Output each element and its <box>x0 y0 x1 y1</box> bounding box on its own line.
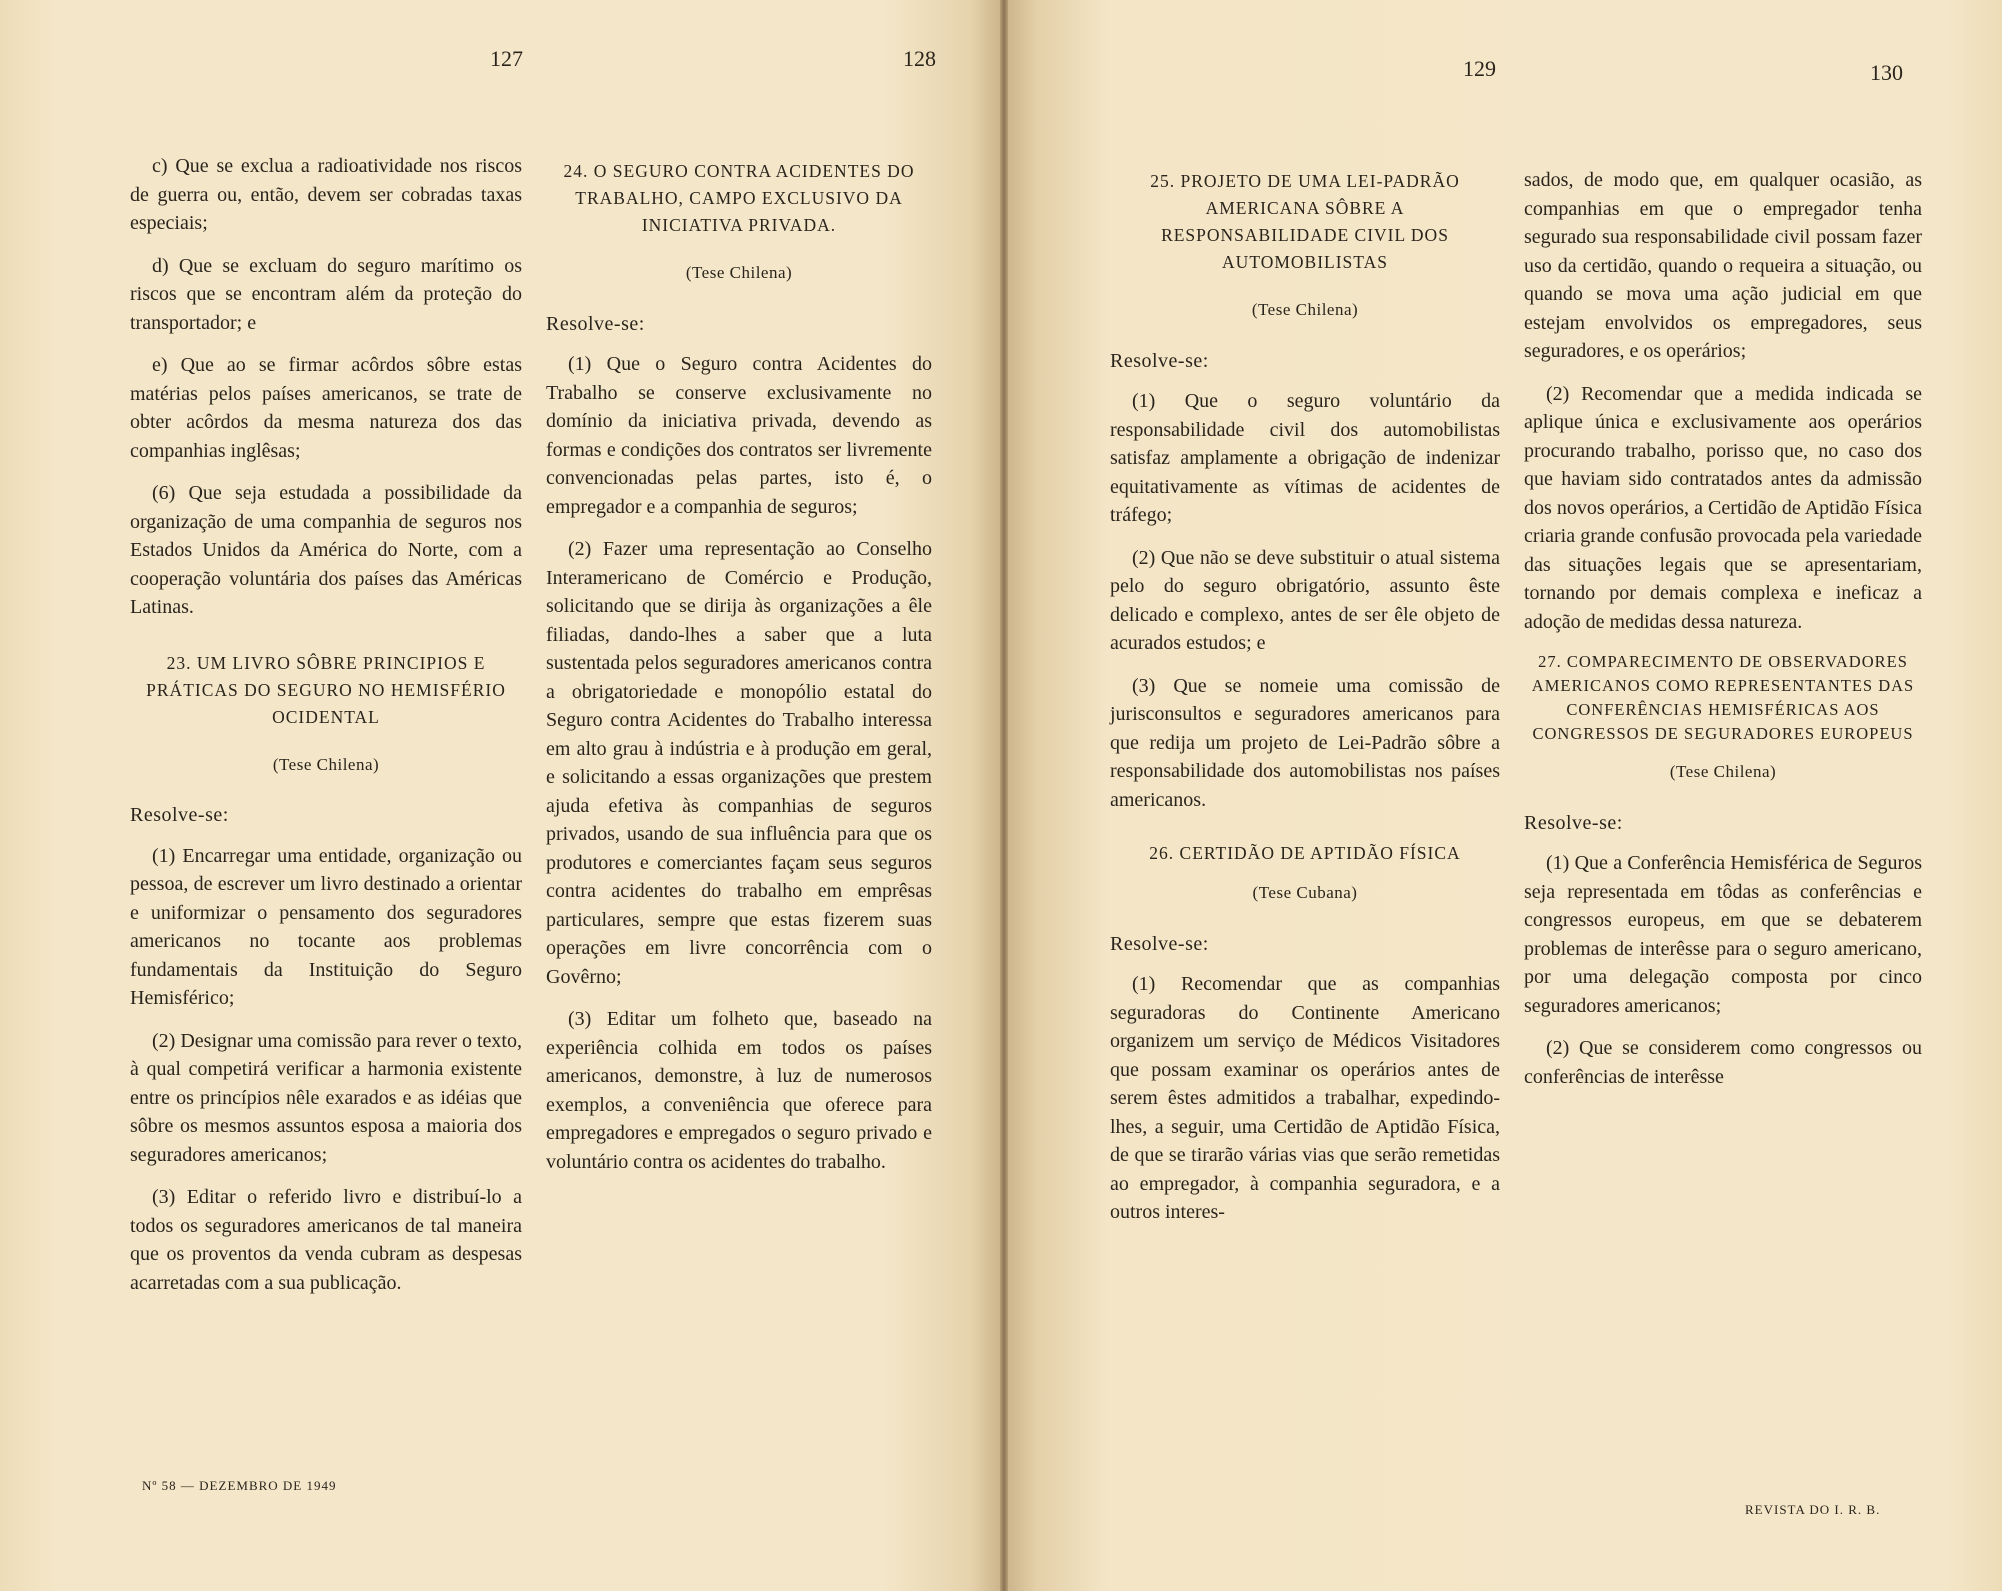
section-heading-25: 25. PROJETO DE UMA LEI-PADRÃO AMERICANA SÔBRE A RESPONSABILIDADE CIVIL DOS AUTOMOBILISTAS <box>1150 171 1460 272</box>
column-page-127 <box>130 152 522 1311</box>
column-page-130 <box>1524 166 1922 1105</box>
resolve-label: Resolve-se: <box>1524 811 1623 834</box>
tese-label: (Tese Chilena) <box>1251 300 1359 319</box>
section-heading-24: 24. O SEGURO CONTRA ACIDENTES DO TRABALHO, CAMPO EXCLUSIVO DA INICIATIVA PRIVADA. <box>563 161 915 235</box>
section-heading-26: 26. CERTIDÃO DE APTIDÃO FÍSICA <box>1149 843 1461 863</box>
resolve-label: Resolve-se: <box>546 312 645 335</box>
resolution-1: (1) Encarregar uma entidade, organização ou pessoa, de escrever um livro destinado a orientar e uniformizar o pensamento dos seguradores americanos no tocante aos problemas fundamentais da Instituição do Seguro Hemisférico; <box>130 844 522 1009</box>
resolve-label: Resolve-se: <box>1110 932 1209 955</box>
paragraph-continued: sados, de modo que, em qualquer ocasião, as companhias em que o empregador tenha segurado sua responsabilidade civil possam fazer uso da certidão, quando o requeira a situação, ou quando se mova uma ação judicial em que estejam envolvidos os empregadores, seus seguradores, e os operários; <box>1524 169 1922 362</box>
footer-magazine: REVISTA DO I. R. B. <box>1745 1502 1881 1517</box>
tese-label: (Tese Chilena) <box>272 754 380 774</box>
section-heading-23: 23. UM LIVRO SÔBRE PRINCIPIOS E PRÁTICAS DO SEGURO NO HEMISFÉRIO OCIDENTAL <box>146 652 506 727</box>
paragraph-d: d) Que se excluam do seguro marítimo os riscos que se encontram além da proteção do transportador; e <box>130 254 522 334</box>
page-number-128: 128 <box>903 46 936 71</box>
paragraph-6: (6) Que seja estudada a possibilidade da organização de uma companhia de seguros nos Estados Unidos da América do Norte, com a cooperação voluntária dos países das Américas Latinas. <box>130 482 522 618</box>
section-heading-27: 27. COMPARECIMENTO DE OBSERVADORES AMERICANOS COMO REPRESENTANTES DAS CONFERÊNCIAS HEMISFÉRICAS AOS CONGRESSOS DE SEGURADORES EUROPEUS <box>1531 652 1915 743</box>
left-page <box>0 0 1000 1591</box>
page-number-130: 130 <box>1870 60 1903 85</box>
resolution-2: (2) Fazer uma representação ao Conselho Interamericano de Comércio e Produção, solicitando que se dirija às organizações a êle filiadas, dando-lhes a saber que a luta sustentada pelos seguradores americanos contra a obrigatoriedade e monopólio estatal do Seguro contra Acidentes do Trabalho interessa em alto grau à indústria e à produção em geral, e solicitando a essas organizações que prestem ajuda efetiva às companhias de seguros privados, usando de sua influência para que os produtores e comerciantes façam seus seguros contra acidentes do trabalho em emprêsas particulares, sempre que estas fizerem suas operações em livre concorrência com o Govêrno; <box>546 538 932 988</box>
resolution-1: (1) Que o Seguro contra Acidentes do Trabalho se conserve exclusivamente no domínio da iniciativa privada, devendo as formas e condições dos contratos ser livremente convencionadas pelas partes, isto é, o empregador e a companhia de seguros; <box>546 353 932 518</box>
footer-issue: Nº 58 — DEZEMBRO DE 1949 <box>142 1478 337 1493</box>
paragraph-e: e) Que ao se firmar acôrdos sôbre estas matérias pelos países americanos, se trate de obter acôrdos da mesma natureza dos das companhias inglêsas; <box>130 354 522 462</box>
resolve-label: Resolve-se: <box>130 804 229 826</box>
resolution-2: (2) Que não se deve substituir o atual sistema pelo do seguro obrigatório, assunto êste delicado e complexo, antes de ser êle objeto de acurados estudos; e <box>1110 546 1500 654</box>
tese-label: (Tese Chilena) <box>1669 762 1777 781</box>
resolution-3: (3) Editar o referido livro e distribuí-lo a todos os seguradores americanos de tal maneira que os proventos da venda cubram as despesas acarretadas com a sua publicação. <box>130 1186 522 1294</box>
resolve-label: Resolve-se: <box>1110 349 1209 372</box>
column-page-128 <box>546 152 932 1190</box>
tese-label: (Tese Cubana) <box>1252 883 1358 902</box>
resolution-2: (2) Designar uma comissão para rever o texto, à qual competirá verificar a harmonia existente entre os princípios nêle exarados e as idéias que sôbre os mesmos assuntos esposa a maioria dos seguradores americanos; <box>130 1029 522 1166</box>
resolution-1: (1) Que o seguro voluntário da responsabilidade civil dos automobilistas satisfaz amplamente a obrigação de indenizar equitativamente as vítimas de acidentes de tráfego; <box>1110 390 1500 526</box>
column-page-129 <box>1110 162 1500 1241</box>
resolution-2: (2) Recomendar que a medida indicada se aplique única e exclusivamente aos operários procurando trabalho, porisso que, no caso dos que haviam sido contratados antes da admissão dos novos operários, a Certidão de Aptidão Física criaria grande confusão provocada pela variedade das situações legais que se apresentariam, tornando por demais complexa e ineficaz a adoção de medidas dessa natureza. <box>1524 382 1922 633</box>
resolution-3: (3) Que se nomeie uma comissão de jurisconsultos e seguradores americanos para que redija um projeto de Lei-Padrão sôbre a responsabilidade dos automobilistas nos países americanos. <box>1110 674 1500 811</box>
resolution-1: (1) Recomendar que as companhias seguradoras do Continente Americano organizem um serviço de Médicos Visitadores que possam examinar os operários antes de serem êstes admitidos a trabalhar, expedindo-lhes, a seguir, uma Certidão de Aptidão Física, de que se tirarão várias vias que serão remetidas ao empregador, à companhia seguradora, e a outros interes- <box>1110 973 1500 1223</box>
resolution-3: (3) Editar um folheto que, baseado na experiência colhida em todos os países americanos, demonstre, à luz de numerosos exemplos, a conveniência que oferece para empregadores e empregados o seguro privado e voluntário contra os acidentes do trabalho. <box>546 1008 932 1173</box>
tese-label: (Tese Chilena) <box>685 263 793 282</box>
right-page <box>1008 0 2002 1591</box>
page-number-129: 129 <box>1463 56 1496 81</box>
resolution-2: (2) Que se considerem como congressos ou conferências de interêsse <box>1524 1037 1922 1088</box>
resolution-1: (1) Que a Conferência Hemisférica de Seguros seja representada em tôdas as conferências e congressos europeus, em que se debaterem problemas de interêsse para o seguro americano, por uma delegação composta por cinco seguradores americanos; <box>1524 852 1922 1017</box>
page-number-127: 127 <box>490 46 523 71</box>
paragraph-c: c) Que se exclua a radioatividade nos riscos de guerra ou, então, devem ser cobradas taxas especiais; <box>130 155 522 234</box>
gutter-fold <box>1000 0 1008 1591</box>
